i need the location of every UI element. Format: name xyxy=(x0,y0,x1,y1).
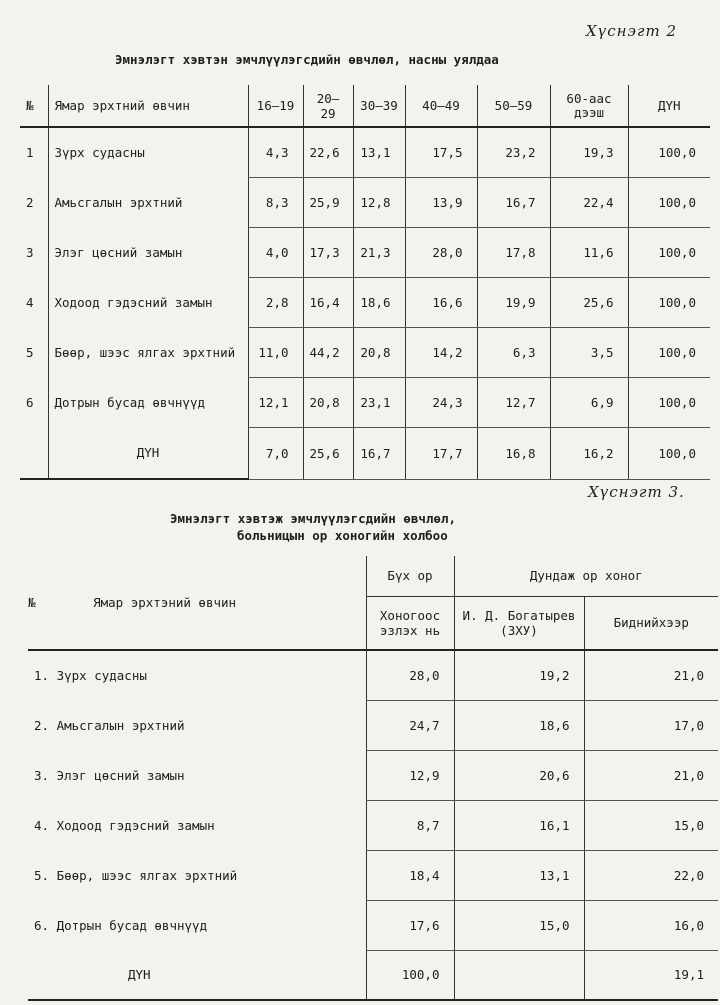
row-disease: Амьсгалын эрхтний xyxy=(48,177,248,227)
bed-days-table xyxy=(28,556,718,1001)
row-disease: 4. Ходоод гэдэсний замын xyxy=(34,817,215,833)
cell-value: 13,9 xyxy=(405,177,477,227)
cell-value: 2,8 xyxy=(248,277,303,327)
table-row xyxy=(28,750,718,800)
cell-value: 28,0 xyxy=(405,227,477,277)
cell-value: 100,0 xyxy=(628,227,710,277)
cell-value: 100,0 xyxy=(628,327,710,377)
table2-header-row1 xyxy=(28,556,718,596)
cell-value: 22,4 xyxy=(550,177,628,227)
header-age-60-plus: 60-аас дээш xyxy=(550,85,628,127)
cell-value: 21,0 xyxy=(584,650,718,700)
table-row xyxy=(20,327,710,377)
cell-value: 24,3 xyxy=(405,377,477,427)
row-disease: 6. Дотрын бусад өвчнүүд xyxy=(34,917,208,933)
header-age-20-29: 20—29 xyxy=(303,85,353,127)
table2-label: Хүснэгт 3. xyxy=(588,483,685,501)
cell-value: 17,8 xyxy=(477,227,550,277)
row-disease: 5. Бөөр, шээс ялгах эрхтний xyxy=(34,867,238,883)
cell-value: 100,0 xyxy=(628,277,710,327)
header-bogatyrev: И. Д. Богатырев (ЗХУ) xyxy=(454,596,584,650)
cell-value: 18,6 xyxy=(353,277,405,327)
cell-value: 100,0 xyxy=(628,377,710,427)
table-row xyxy=(28,900,718,950)
table-row xyxy=(20,177,710,227)
row-disease: Ходоод гэдэсний замын xyxy=(48,277,248,327)
cell-value: 19,3 xyxy=(550,127,628,177)
row-no: 2 xyxy=(26,194,34,210)
header-total: ДҮН xyxy=(628,85,710,127)
header-share-of-days: Хоногоос эзлэх нь xyxy=(366,596,454,650)
cell-value: 28,0 xyxy=(366,650,454,700)
header-all-beds: Бүх ор xyxy=(366,556,454,596)
header-disease: Ямар эрхтний өвчин xyxy=(48,85,248,127)
total-value: 7,0 xyxy=(248,427,303,479)
cell-value: 12,9 xyxy=(366,750,454,800)
header-no: № xyxy=(28,595,36,610)
cell-value: 18,4 xyxy=(366,850,454,900)
cell-value: 3,5 xyxy=(550,327,628,377)
cell-value: 17,6 xyxy=(366,900,454,950)
total-row xyxy=(28,950,718,1000)
cell-value: 21,0 xyxy=(584,750,718,800)
row-no: 4 xyxy=(26,294,34,310)
total-value: 16,7 xyxy=(353,427,405,479)
table2-title-line2: больницын ор хоногийн холбоо xyxy=(237,528,448,543)
total-value: 17,7 xyxy=(405,427,477,479)
cell-value: 20,8 xyxy=(353,327,405,377)
total-value: 100,0 xyxy=(366,950,454,1000)
header-age-30-39: 30—39 xyxy=(353,85,405,127)
cell-value: 13,1 xyxy=(454,850,584,900)
header-disease-label: Ямар эрхтэний өвчин xyxy=(93,595,237,610)
table-row xyxy=(20,227,710,277)
header-ours: Биднийхээр xyxy=(584,596,718,650)
total-value: 25,6 xyxy=(303,427,353,479)
cell-value: 16,0 xyxy=(584,900,718,950)
row-disease: Зүрх судасны xyxy=(48,127,248,177)
header-age-16-19: 16—19 xyxy=(248,85,303,127)
row-no: 5 xyxy=(26,344,34,360)
row-no: 1 xyxy=(26,145,34,160)
cell-value: 13,1 xyxy=(353,127,405,177)
cell-value: 19,2 xyxy=(454,650,584,700)
table1-title: Эмнэлэгт хэвтэн эмчлүүлэгсдийн өвчлөл, насны уялдаа xyxy=(115,52,499,67)
cell-value: 11,0 xyxy=(248,327,303,377)
cell-value: 19,9 xyxy=(477,277,550,327)
cell-value: 6,9 xyxy=(550,377,628,427)
table-row xyxy=(28,700,718,750)
cell-value: 8,7 xyxy=(366,800,454,850)
table-row xyxy=(20,277,710,327)
row-no: 3 xyxy=(26,244,34,260)
row-disease: Элэг цөсний замын xyxy=(48,227,248,277)
cell-value: 22,0 xyxy=(584,850,718,900)
cell-value: 17,5 xyxy=(405,127,477,177)
table-row xyxy=(20,127,710,177)
cell-value: 20,8 xyxy=(303,377,353,427)
table2-title-line1: Эмнэлэгт хэвтэж эмчлүүлэгсдийн өвчлөл, xyxy=(170,511,456,526)
header-avg-bed-days: Дундаж ор хоног xyxy=(454,556,718,596)
cell-value: 4,3 xyxy=(248,127,303,177)
cell-value: 44,2 xyxy=(303,327,353,377)
cell-value: 25,9 xyxy=(303,177,353,227)
total-row xyxy=(20,427,710,479)
total-no xyxy=(20,427,48,479)
cell-value: 23,1 xyxy=(353,377,405,427)
table-row xyxy=(28,650,718,700)
table1-header-row xyxy=(20,85,710,127)
total-label: ДҮН xyxy=(28,950,366,1000)
total-value: 100,0 xyxy=(628,427,710,479)
cell-value: 12,8 xyxy=(353,177,405,227)
cell-value: 12,7 xyxy=(477,377,550,427)
cell-value: 100,0 xyxy=(628,177,710,227)
header-no: № xyxy=(20,85,48,127)
cell-value: 17,0 xyxy=(584,700,718,750)
row-disease: Дотрын бусад өвчнүүд xyxy=(48,377,248,427)
cell-value: 11,6 xyxy=(550,227,628,277)
cell-value: 17,3 xyxy=(303,227,353,277)
row-disease: 1. Зүрх судасны xyxy=(34,668,147,683)
row-no: 6 xyxy=(26,394,34,410)
cell-value: 6,3 xyxy=(477,327,550,377)
table-row xyxy=(20,377,710,427)
row-disease: 3. Элэг цөсний замын xyxy=(34,767,185,783)
header-age-50-59: 50—59 xyxy=(477,85,550,127)
cell-value: 4,0 xyxy=(248,227,303,277)
row-disease: Бөөр, шээс ялгах эрхтний xyxy=(48,327,248,377)
total-value: 16,8 xyxy=(477,427,550,479)
cell-value: 20,6 xyxy=(454,750,584,800)
cell-value: 14,2 xyxy=(405,327,477,377)
total-value: 16,2 xyxy=(550,427,628,479)
cell-value: 24,7 xyxy=(366,700,454,750)
total-label: ДҮН xyxy=(48,427,248,479)
table1-label: Хүснэгт 2 xyxy=(586,22,678,40)
cell-value: 12,1 xyxy=(248,377,303,427)
header-disease xyxy=(28,556,366,650)
total-value: 19,1 xyxy=(584,950,718,1000)
cell-value: 21,3 xyxy=(353,227,405,277)
cell-value: 100,0 xyxy=(628,127,710,177)
header-age-40-49: 40—49 xyxy=(405,85,477,127)
cell-value: 25,6 xyxy=(550,277,628,327)
cell-value: 16,7 xyxy=(477,177,550,227)
cell-value: 16,1 xyxy=(454,800,584,850)
cell-value: 16,6 xyxy=(405,277,477,327)
cell-value: 8,3 xyxy=(248,177,303,227)
cell-value: 18,6 xyxy=(454,700,584,750)
table-row xyxy=(28,800,718,850)
cell-value: 23,2 xyxy=(477,127,550,177)
table-row xyxy=(28,850,718,900)
cell-value: 16,4 xyxy=(303,277,353,327)
cell-value: 15,0 xyxy=(454,900,584,950)
total-value xyxy=(454,950,584,1000)
cell-value: 22,6 xyxy=(303,127,353,177)
age-correlation-table xyxy=(20,85,710,480)
row-disease: 2. Амьсгалын эрхтний xyxy=(34,717,185,733)
cell-value: 15,0 xyxy=(584,800,718,850)
